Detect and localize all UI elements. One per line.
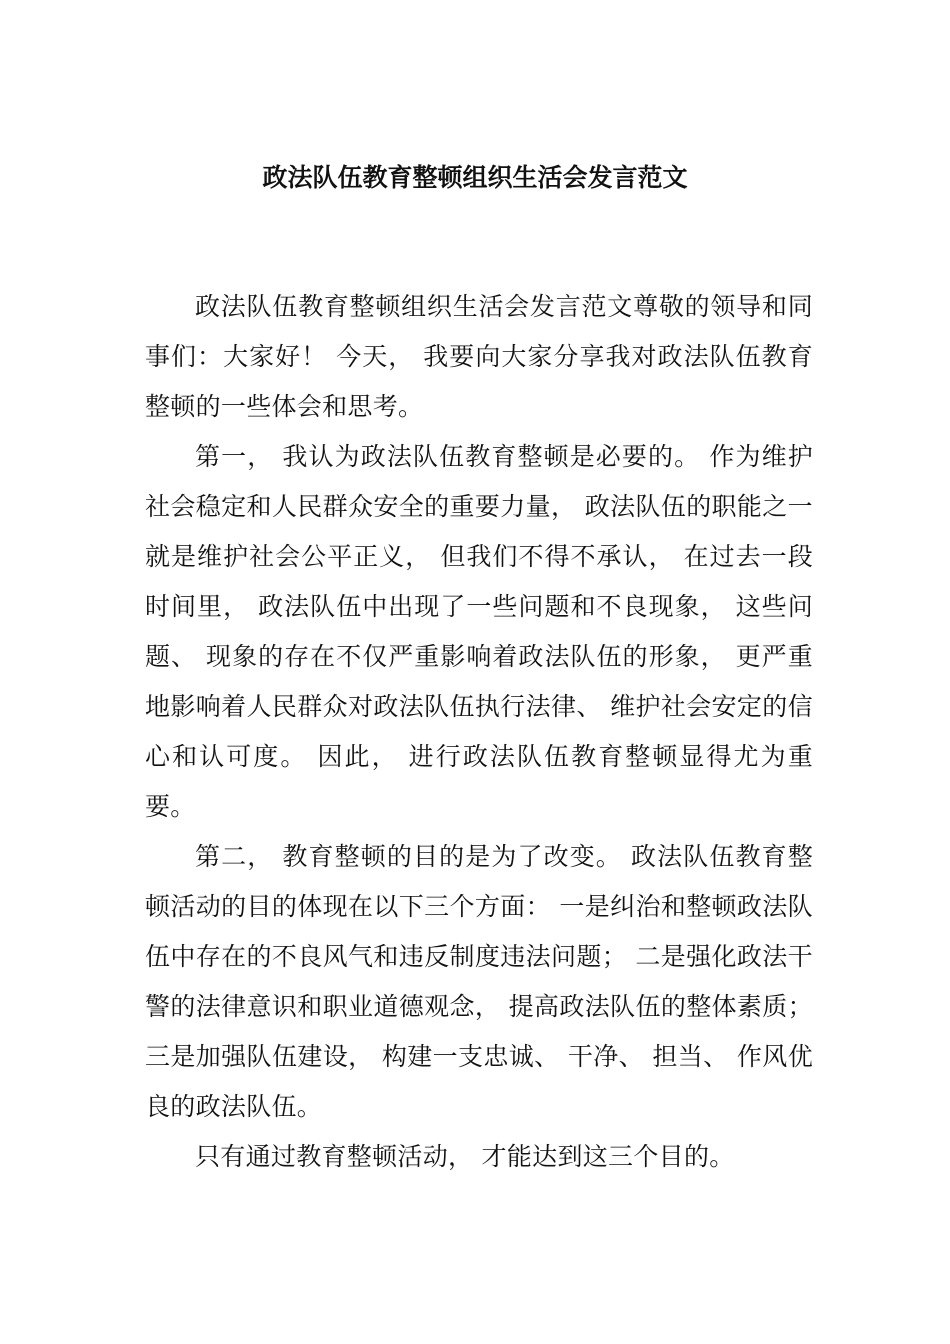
paragraph-first-point: 第一， 我认为政法队伍教育整顿是必要的。 作为维护社会稳定和人民群众安全的重要力量， 政法队伍的职能之一就是维护社会公平正义， 但我们不得不承认， 在过去一段时间里， 政法队伍中出现了一些问题和不良现象， 这些问题、 现象的存在不仅严重影响着政法队伍的形象， 更严重地影响着人民群众对政法队伍执行法律、 维护社会安定的信心和认可度。 因此， 进行政法队伍教育整顿显得尤为重要。 [145,442,813,821]
document-title: 政法队伍教育整顿组织生活会发言范文 [262,163,688,192]
paragraph-conclusion: 只有通过教育整顿活动， 才能达到这三个目的。 [195,1142,735,1171]
paragraph-intro: 政法队伍教育整顿组织生活会发言范文尊敬的领导和同事们：大家好！ 今天， 我要向大家分享我对政法队伍教育整顿的一些体会和思考。 [145,292,813,421]
document-body [145,282,813,1182]
paragraph-second-point: 第二， 教育整顿的目的是为了改变。 政法队伍教育整顿活动的目的体现在以下三个方面： 一是纠治和整顿政法队伍中存在的不良风气和违反制度违法问题； 二是强化政法干警的法律意识和职业道德观念， 提高政法队伍的整体素质； 三是加强队伍建设， 构建一支忠诚、 干净、 担当、 作风优良的政法队伍。 [145,842,813,1121]
